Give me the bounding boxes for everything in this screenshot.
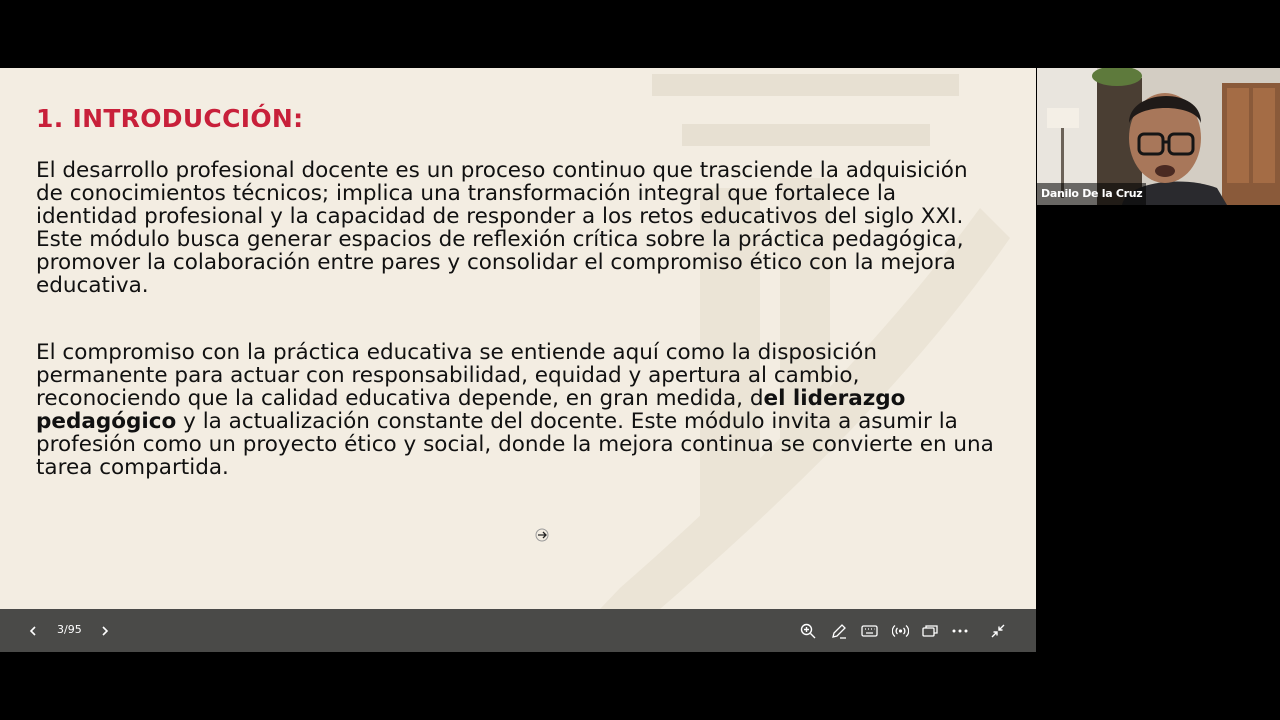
slide-title: 1. INTRODUCCIÓN: [36, 104, 304, 133]
zoom-button[interactable] [797, 620, 819, 642]
previous-slide-button[interactable] [22, 620, 44, 642]
paragraph-2-text-b: y la actualización constante del docente. Este módulo invita a asumir la profesión como un proyecto ético y social, donde la mejora continua se convierte en una tarea compartida. [36, 409, 994, 480]
slide-paragraph-2 [36, 341, 996, 479]
captions-button[interactable] [858, 620, 880, 642]
pen-icon [831, 623, 847, 639]
more-options-button[interactable] [949, 620, 971, 642]
exit-fullscreen-button[interactable] [987, 620, 1009, 642]
window-icon [922, 623, 938, 639]
mouse-cursor-icon [535, 528, 549, 542]
page-indicator: 3/95 [57, 623, 82, 636]
more-icon [952, 629, 968, 633]
annotate-button[interactable] [828, 620, 850, 642]
chevron-right-icon [99, 625, 111, 637]
presentation-toolbar [0, 609, 1036, 652]
presentation-slide [0, 68, 1036, 609]
broadcast-button[interactable] [889, 620, 911, 642]
next-slide-button[interactable] [94, 620, 116, 642]
participant-name-tag: Danilo De la Cruz [1037, 183, 1146, 205]
broadcast-icon [892, 623, 909, 639]
zoom-in-icon [800, 623, 816, 639]
watermark-logo [0, 68, 1036, 609]
minimize-icon [991, 624, 1005, 638]
paragraph-2-text-a: El compromiso con la práctica educativa se entiende aquí como la disposición permanente para actuar con responsabilidad, equidad y apertura al cambio, reconociendo que la calidad educativa depende, en gran medida, d [36, 340, 877, 411]
participant-video-tile[interactable] [1037, 68, 1280, 205]
paragraph-2-bold-text: el liderazgo pedagógico [36, 386, 906, 434]
window-button[interactable] [919, 620, 941, 642]
keyboard-icon [861, 624, 878, 638]
chevron-left-icon [27, 625, 39, 637]
slide-paragraph-1: El desarrollo profesional docente es un proceso continuo que trasciende la adquisición de conocimientos técnicos; implica una transformación integral que fortalece la identidad profesional y la capacidad de responder a los retos educativos del siglo XXI. Este módulo busca generar espacios de reflexión crítica sobre la práctica pedagógica, promover la colaboración entre pares y consolidar el compromiso ético con la mejora educativa. [36, 158, 968, 298]
